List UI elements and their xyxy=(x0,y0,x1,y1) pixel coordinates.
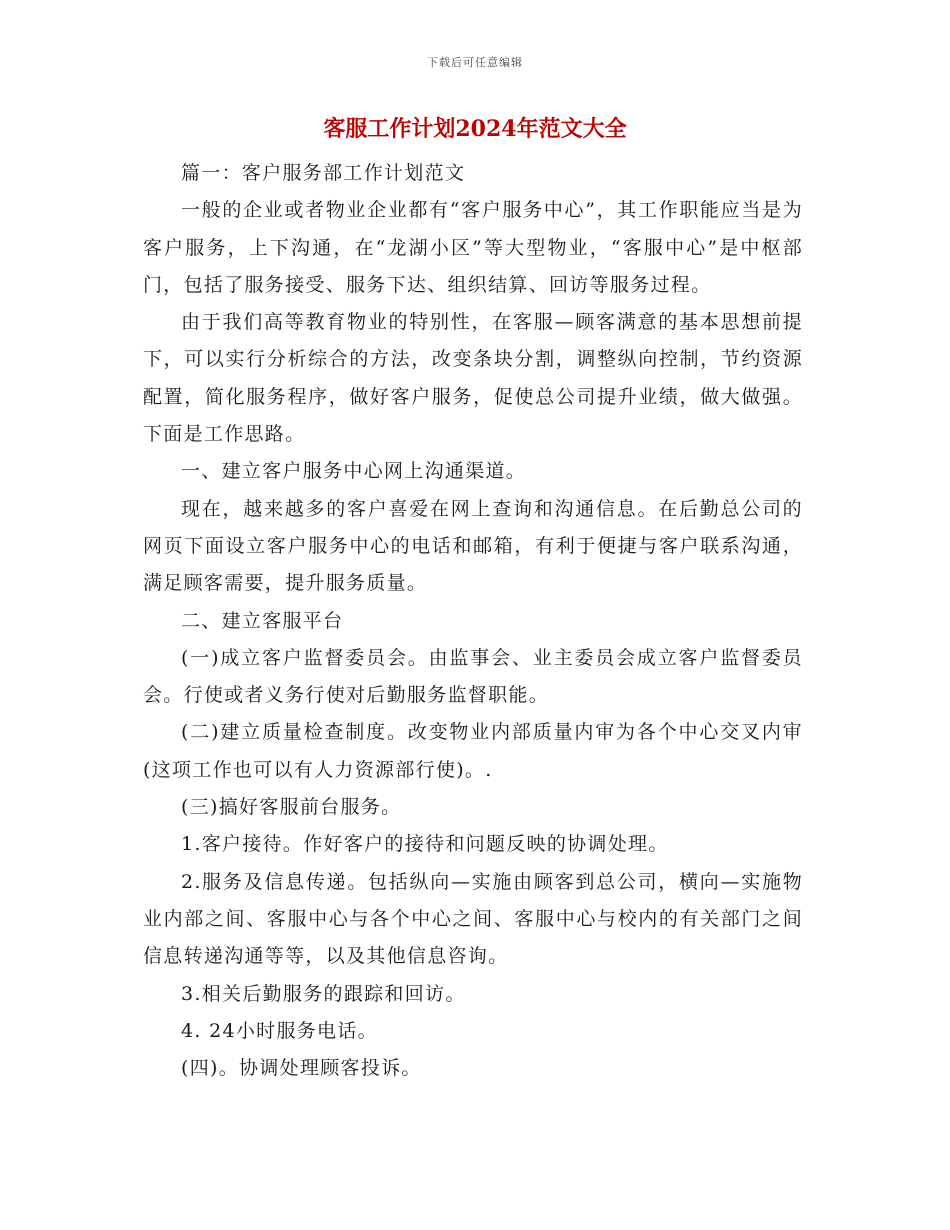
body-paragraph: 现在，越来越多的客户喜爱在网上查询和沟通信息。在后勤总公司的网页下面设立客户服务中心的电话和邮箱，有利于便捷与客户联系沟通，满足顾客需要，提升服务质量。 xyxy=(143,497,803,595)
document-body xyxy=(143,155,803,1087)
body-paragraph: 由于我们高等教育物业的特别性，在客服—顾客满意的基本思想前提下，可以实行分析综合的方法，改变条块分割，调整纵向控制，节约资源配置，简化服务程序，做好客户服务，促使总公司提升业绩，做大做强。下面是工作思路。 xyxy=(143,311,803,446)
list-item: 1.客户接待。作好客户的接待和问题反映的协调处理。 xyxy=(181,833,669,856)
list-item: 2.服务及信息传递。包括纵向—实施由顾客到总公司，横向—实施物业内部之间、客服中心与各个中心之间、客服中心与校内的有关部门之间信息转递沟通等等，以及其他信息咨询。 xyxy=(143,870,803,968)
body-paragraph: (二)建立质量检查制度。改变物业内部质量内审为各个中心交叉内审(这项工作也可以有人力资源部行使)。. xyxy=(143,721,803,781)
section-heading: 一、建立客户服务中心网上沟通渠道。 xyxy=(181,460,527,483)
list-item: 3.相关后勤服务的跟踪和回访。 xyxy=(181,982,466,1005)
section-heading: 篇一：客户服务部工作计划范文 xyxy=(181,162,466,184)
document-title: 客服工作计划2024年范文大全 xyxy=(323,116,627,142)
body-paragraph: (四)。协调处理顾客投诉。 xyxy=(181,1057,422,1080)
page-header-note: 下载后可任意编辑 xyxy=(427,56,523,69)
body-paragraph: (一)成立客户监督委员会。由监事会、业主委员会成立客户监督委员会。行使或者义务行使对后勤服务监督职能。 xyxy=(143,646,803,707)
list-item: 4. 24小时服务电话。 xyxy=(181,1019,378,1042)
section-heading: 二、建立客服平台 xyxy=(181,609,344,632)
body-paragraph: (三)搞好客服前台服务。 xyxy=(181,796,402,819)
body-paragraph: 一般的企业或者物业企业都有“客户服务中心”，其工作职能应当是为客户服务，上下沟通，在“龙湖小区”等大型物业，“客服中心”是中枢部门，包括了服务接受、服务下达、组织结算、回访等服务过程。 xyxy=(143,199,803,296)
